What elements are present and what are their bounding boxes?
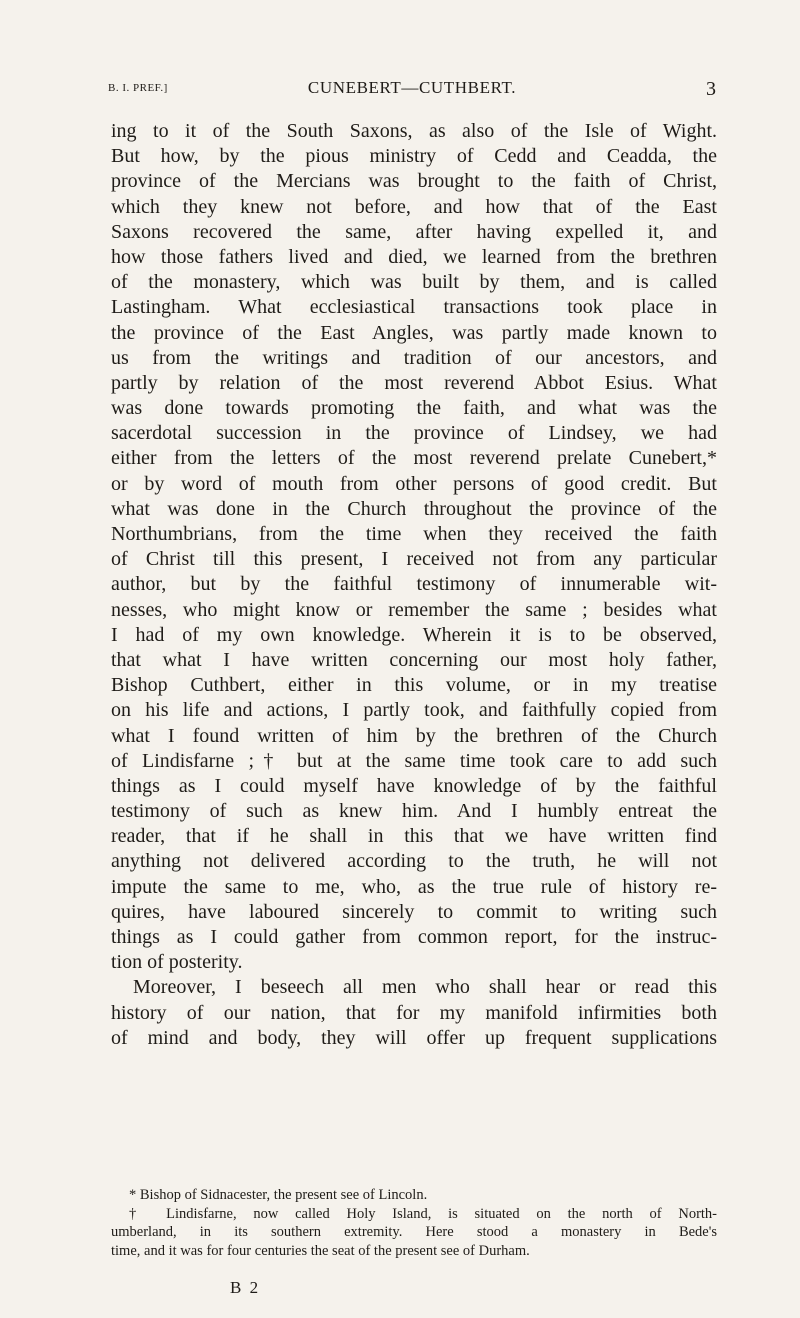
text-line: of the monastery, which was built by them, and is called bbox=[111, 271, 717, 294]
text-line: what was done in the Church throughout the province of the bbox=[111, 497, 717, 520]
text-line: testimony of such as knew him. And I humbly entreat the bbox=[111, 800, 717, 823]
text-line: But how, by the pious ministry of Cedd and Ceadda, the bbox=[111, 145, 717, 168]
running-header bbox=[108, 78, 716, 108]
text-line: anything not delivered according to the truth, he will not bbox=[111, 850, 717, 873]
text-line: tion of posterity. bbox=[111, 951, 243, 974]
text-line: things as I could gather from common report, for the instruc- bbox=[111, 926, 717, 948]
footnote-line: * Bishop of Sidnacester, the present see of Lincoln. bbox=[129, 1187, 428, 1203]
text-line: how those fathers lived and died, we learned from the brethren bbox=[111, 245, 717, 268]
text-line: reader, that if he shall in this that we have written find bbox=[111, 825, 717, 848]
text-line: Saxons recovered the same, after having expelled it, and bbox=[111, 220, 717, 243]
footnotes bbox=[111, 1186, 717, 1260]
text-line: Moreover, I beseech all men who shall hear or read this bbox=[133, 976, 717, 999]
text-line: of mind and body, they will offer up frequent supplications bbox=[111, 1026, 717, 1049]
printer-signature: B 2 bbox=[230, 1278, 261, 1297]
page-number: 3 bbox=[706, 78, 716, 100]
text-line: us from the writings and tradition of our ancestors, and bbox=[111, 346, 717, 369]
text-line: nesses, who might know or remember the same ; besides what bbox=[111, 598, 717, 621]
body-text bbox=[111, 119, 717, 1051]
text-line: author, but by the faithful testimony of innumerable wit- bbox=[111, 573, 717, 596]
text-line: on his life and actions, I partly took, and faithfully copied from bbox=[111, 699, 717, 722]
text-line: history of our nation, that for my manifold infirmities both bbox=[111, 1001, 717, 1024]
text-line: was done towards promoting the faith, and what was the bbox=[111, 397, 717, 420]
signature-mark: B. I. PREF.] bbox=[108, 82, 168, 94]
footnote-line: † Lindisfarne, now called Holy Island, is situated on the north of North- bbox=[129, 1205, 717, 1222]
text-line: Northumbrians, from the time when they received the faith bbox=[111, 523, 717, 545]
text-line: province of the Mercians was brought to the faith of Christ, bbox=[111, 170, 717, 193]
text-line: the province of the East Angles, was partly made known to bbox=[111, 321, 717, 344]
text-line: quires, have laboured sincerely to commit to writing such bbox=[111, 900, 717, 923]
text-line: I had of my own knowledge. Wherein it is to be observed, bbox=[111, 623, 717, 646]
running-title: CUNEBERT—CUTHBERT. bbox=[307, 78, 517, 97]
text-line: Lastingham. What ecclesiastical transactions took place in bbox=[111, 296, 717, 319]
text-line: sacerdotal succession in the province of Lindsey, we had bbox=[111, 422, 717, 445]
footnote-line: time, and it was for four centuries the seat of the present see of Durham. bbox=[111, 1242, 530, 1259]
text-line: ing to it of the South Saxons, as also of the Isle of Wight. bbox=[111, 120, 717, 142]
text-line: that what I have written concerning our most holy father, bbox=[111, 648, 717, 671]
text-line: Bishop Cuthbert, either in this volume, or in my treatise bbox=[111, 674, 717, 697]
text-line: things as I could myself have knowledge of by the faithful bbox=[111, 774, 717, 797]
text-line: partly by relation of the most reverend Abbot Esius. What bbox=[111, 371, 717, 394]
text-line: of Lindisfarne ;† but at the same time took care to add such bbox=[111, 749, 717, 772]
footnote-line: umberland, in its southern extremity. Here stood a monastery in Bede's bbox=[111, 1224, 717, 1240]
text-line: which they knew not before, and how that of the East bbox=[111, 195, 717, 218]
text-line: of Christ till this present, I received not from any particular bbox=[111, 548, 717, 571]
text-line: or by word of mouth from other persons of good credit. But bbox=[111, 472, 717, 495]
text-line: either from the letters of the most reverend prelate Cunebert,* bbox=[111, 447, 717, 470]
text-line: impute the same to me, who, as the true rule of history re- bbox=[111, 875, 717, 898]
text-line: what I found written of him by the brethren of the Church bbox=[111, 724, 717, 747]
